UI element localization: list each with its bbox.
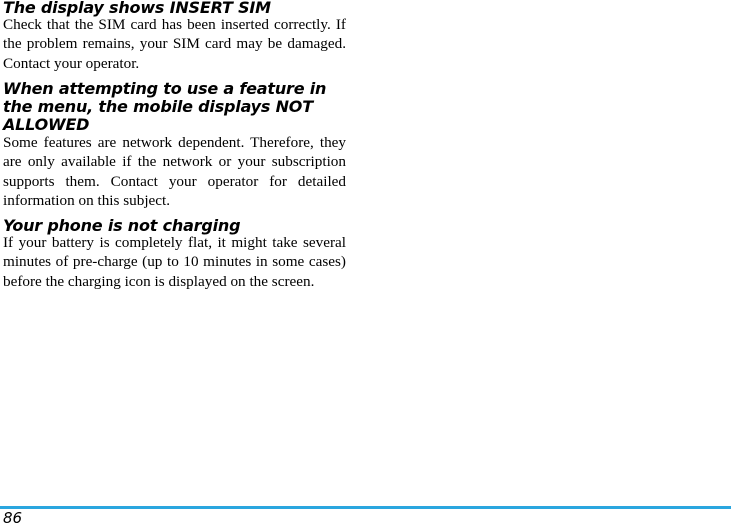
section-heading-insert-sim: The display shows INSERT SIM: [3, 0, 271, 17]
section-text-not-allowed: Some features are network dependent. Therefore, they are only available if the network or your subscription supports them. Contact your operator for detailed information on this subject.: [3, 134, 346, 209]
section-text-not-charging: If your battery is completely flat, it might take several minutes of pre-charge (up to 10 minutes in some cases) before the charging icon is displayed on the screen.: [3, 234, 346, 290]
section-heading-not-allowed: When attempting to use a feature in the menu, the mobile displays NOT ALLOWED: [3, 79, 327, 134]
section-text-insert-sim: Check that the SIM card has been inserted correctly. If the problem remains, your SIM card may be damaged. Contact your operator.: [3, 16, 346, 72]
section-heading-not-charging: Your phone is not charging: [3, 216, 241, 235]
page-number: 86: [3, 509, 23, 527]
footer-divider: [0, 506, 731, 509]
